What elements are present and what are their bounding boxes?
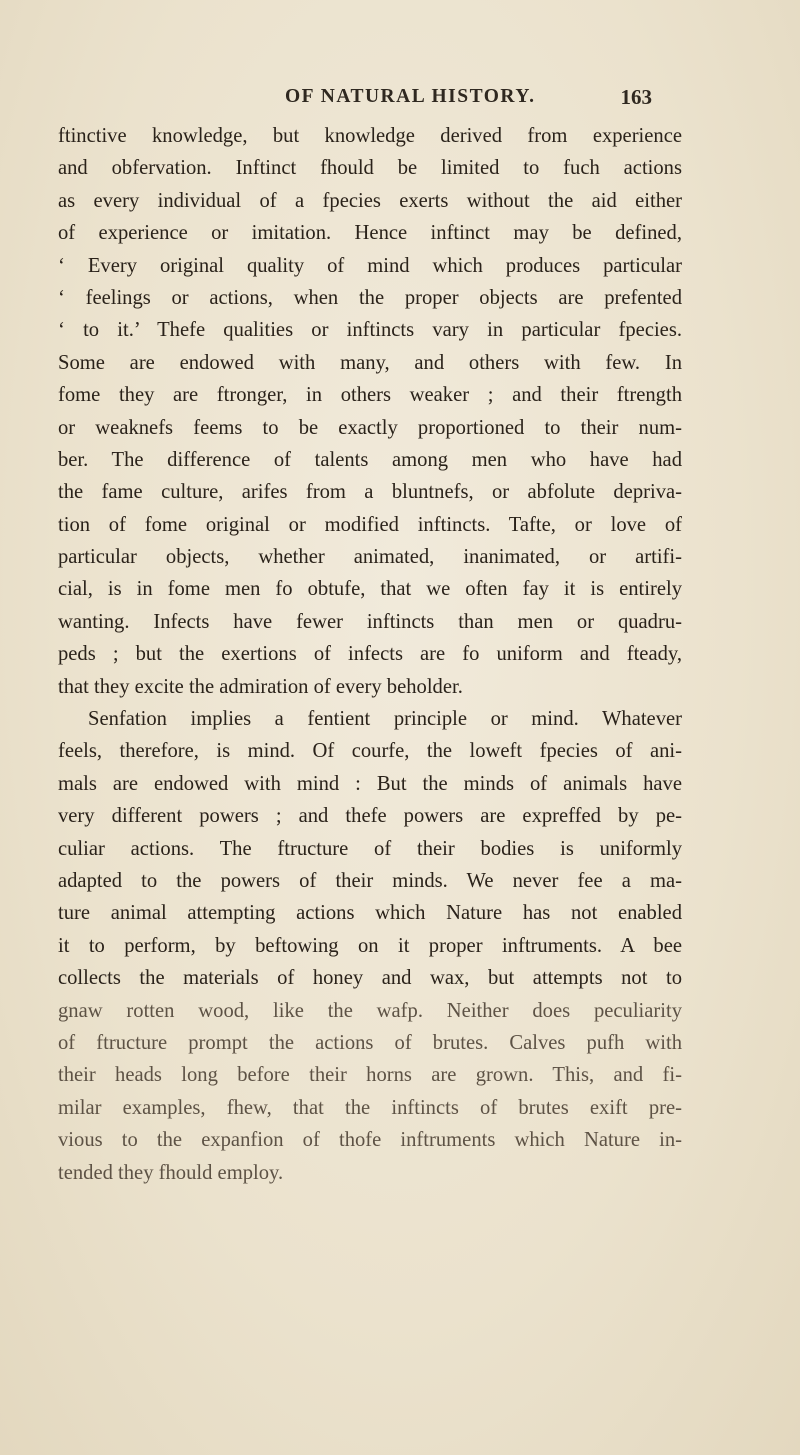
- text-line: ber. The difference of talents among men who have had: [58, 448, 682, 471]
- text-line: the fame culture, arifes from a bluntnefs, or abfolute depriva-: [58, 481, 682, 504]
- text-line: their heads long before their horns are grown. This, and fi-: [58, 1064, 682, 1087]
- text-line: particular objects, whether animated, inanimated, or artifi-: [58, 546, 682, 569]
- text-line: fome they are ftronger, in others weaker ; and their ftrength: [58, 384, 682, 407]
- text-line: or weaknefs feems to be exactly proportioned to their num-: [58, 416, 682, 439]
- text-line: Some are endowed with many, and others with few. In: [58, 351, 682, 374]
- text-line: as every individual of a fpecies exerts without the aid either: [58, 189, 682, 212]
- text-line: collects the materials of honey and wax, but attempts not to: [58, 967, 682, 990]
- text-line: of ftructure prompt the actions of brutes. Calves pufh with: [58, 1031, 682, 1054]
- text-line: it to perform, by beftowing on it proper inftruments. A bee: [58, 934, 682, 957]
- text-line: ture animal attempting actions which Nature has not enabled: [58, 902, 682, 925]
- text-line: culiar actions. The ftructure of their bodies is uniformly: [58, 837, 682, 860]
- body-text: [58, 120, 682, 1189]
- text-line: ftinctive knowledge, but knowledge derived from experience: [58, 125, 682, 147]
- text-line: cial, is in fome men fo obtufe, that we often fay it is entirely: [58, 578, 682, 601]
- text-line: wanting. Infects have fewer inftincts than men or quadru-: [58, 610, 682, 633]
- text-line: ‘ to it.’ Thefe qualities or inftincts vary in particular fpecies.: [58, 319, 682, 342]
- text-line: tion of fome original or modified inftincts. Tafte, or love of: [58, 513, 682, 536]
- text-line: milar examples, fhew, that the inftincts of brutes exift pre-: [58, 1096, 682, 1119]
- text-line: that they excite the admiration of every beholder.: [58, 675, 463, 698]
- text-line: and obfervation. Inftinct fhould be limited to fuch actions: [58, 157, 682, 180]
- running-title: OF NATURAL HISTORY.: [285, 86, 536, 107]
- page-number: 163: [620, 85, 652, 109]
- text-line: mals are endowed with mind : But the minds of animals have: [58, 772, 682, 795]
- text-line: tended they fhould employ.: [58, 1161, 284, 1184]
- text-line: gnaw rotten wood, like the wafp. Neither does peculiarity: [58, 999, 682, 1022]
- running-head: [0, 86, 800, 116]
- text-line: Senfation implies a fentient principle or mind. Whatever: [88, 708, 682, 731]
- text-line: of experience or imitation. Hence inftinct may be defined,: [58, 222, 682, 245]
- text-line: very different powers ; and thefe powers are expreffed by pe-: [58, 805, 682, 828]
- text-line: feels, therefore, is mind. Of courfe, the loweft fpecies of ani-: [58, 740, 682, 763]
- text-line: ‘ Every original quality of mind which produces particular: [58, 254, 682, 277]
- text-line: vious to the expanfion of thofe inftruments which Nature in-: [58, 1129, 682, 1152]
- text-line: peds ; but the exertions of infects are fo uniform and fteady,: [58, 643, 682, 666]
- text-line: adapted to the powers of their minds. We never fee a ma-: [58, 869, 682, 892]
- text-line: ‘ feelings or actions, when the proper objects are prefented: [58, 286, 682, 309]
